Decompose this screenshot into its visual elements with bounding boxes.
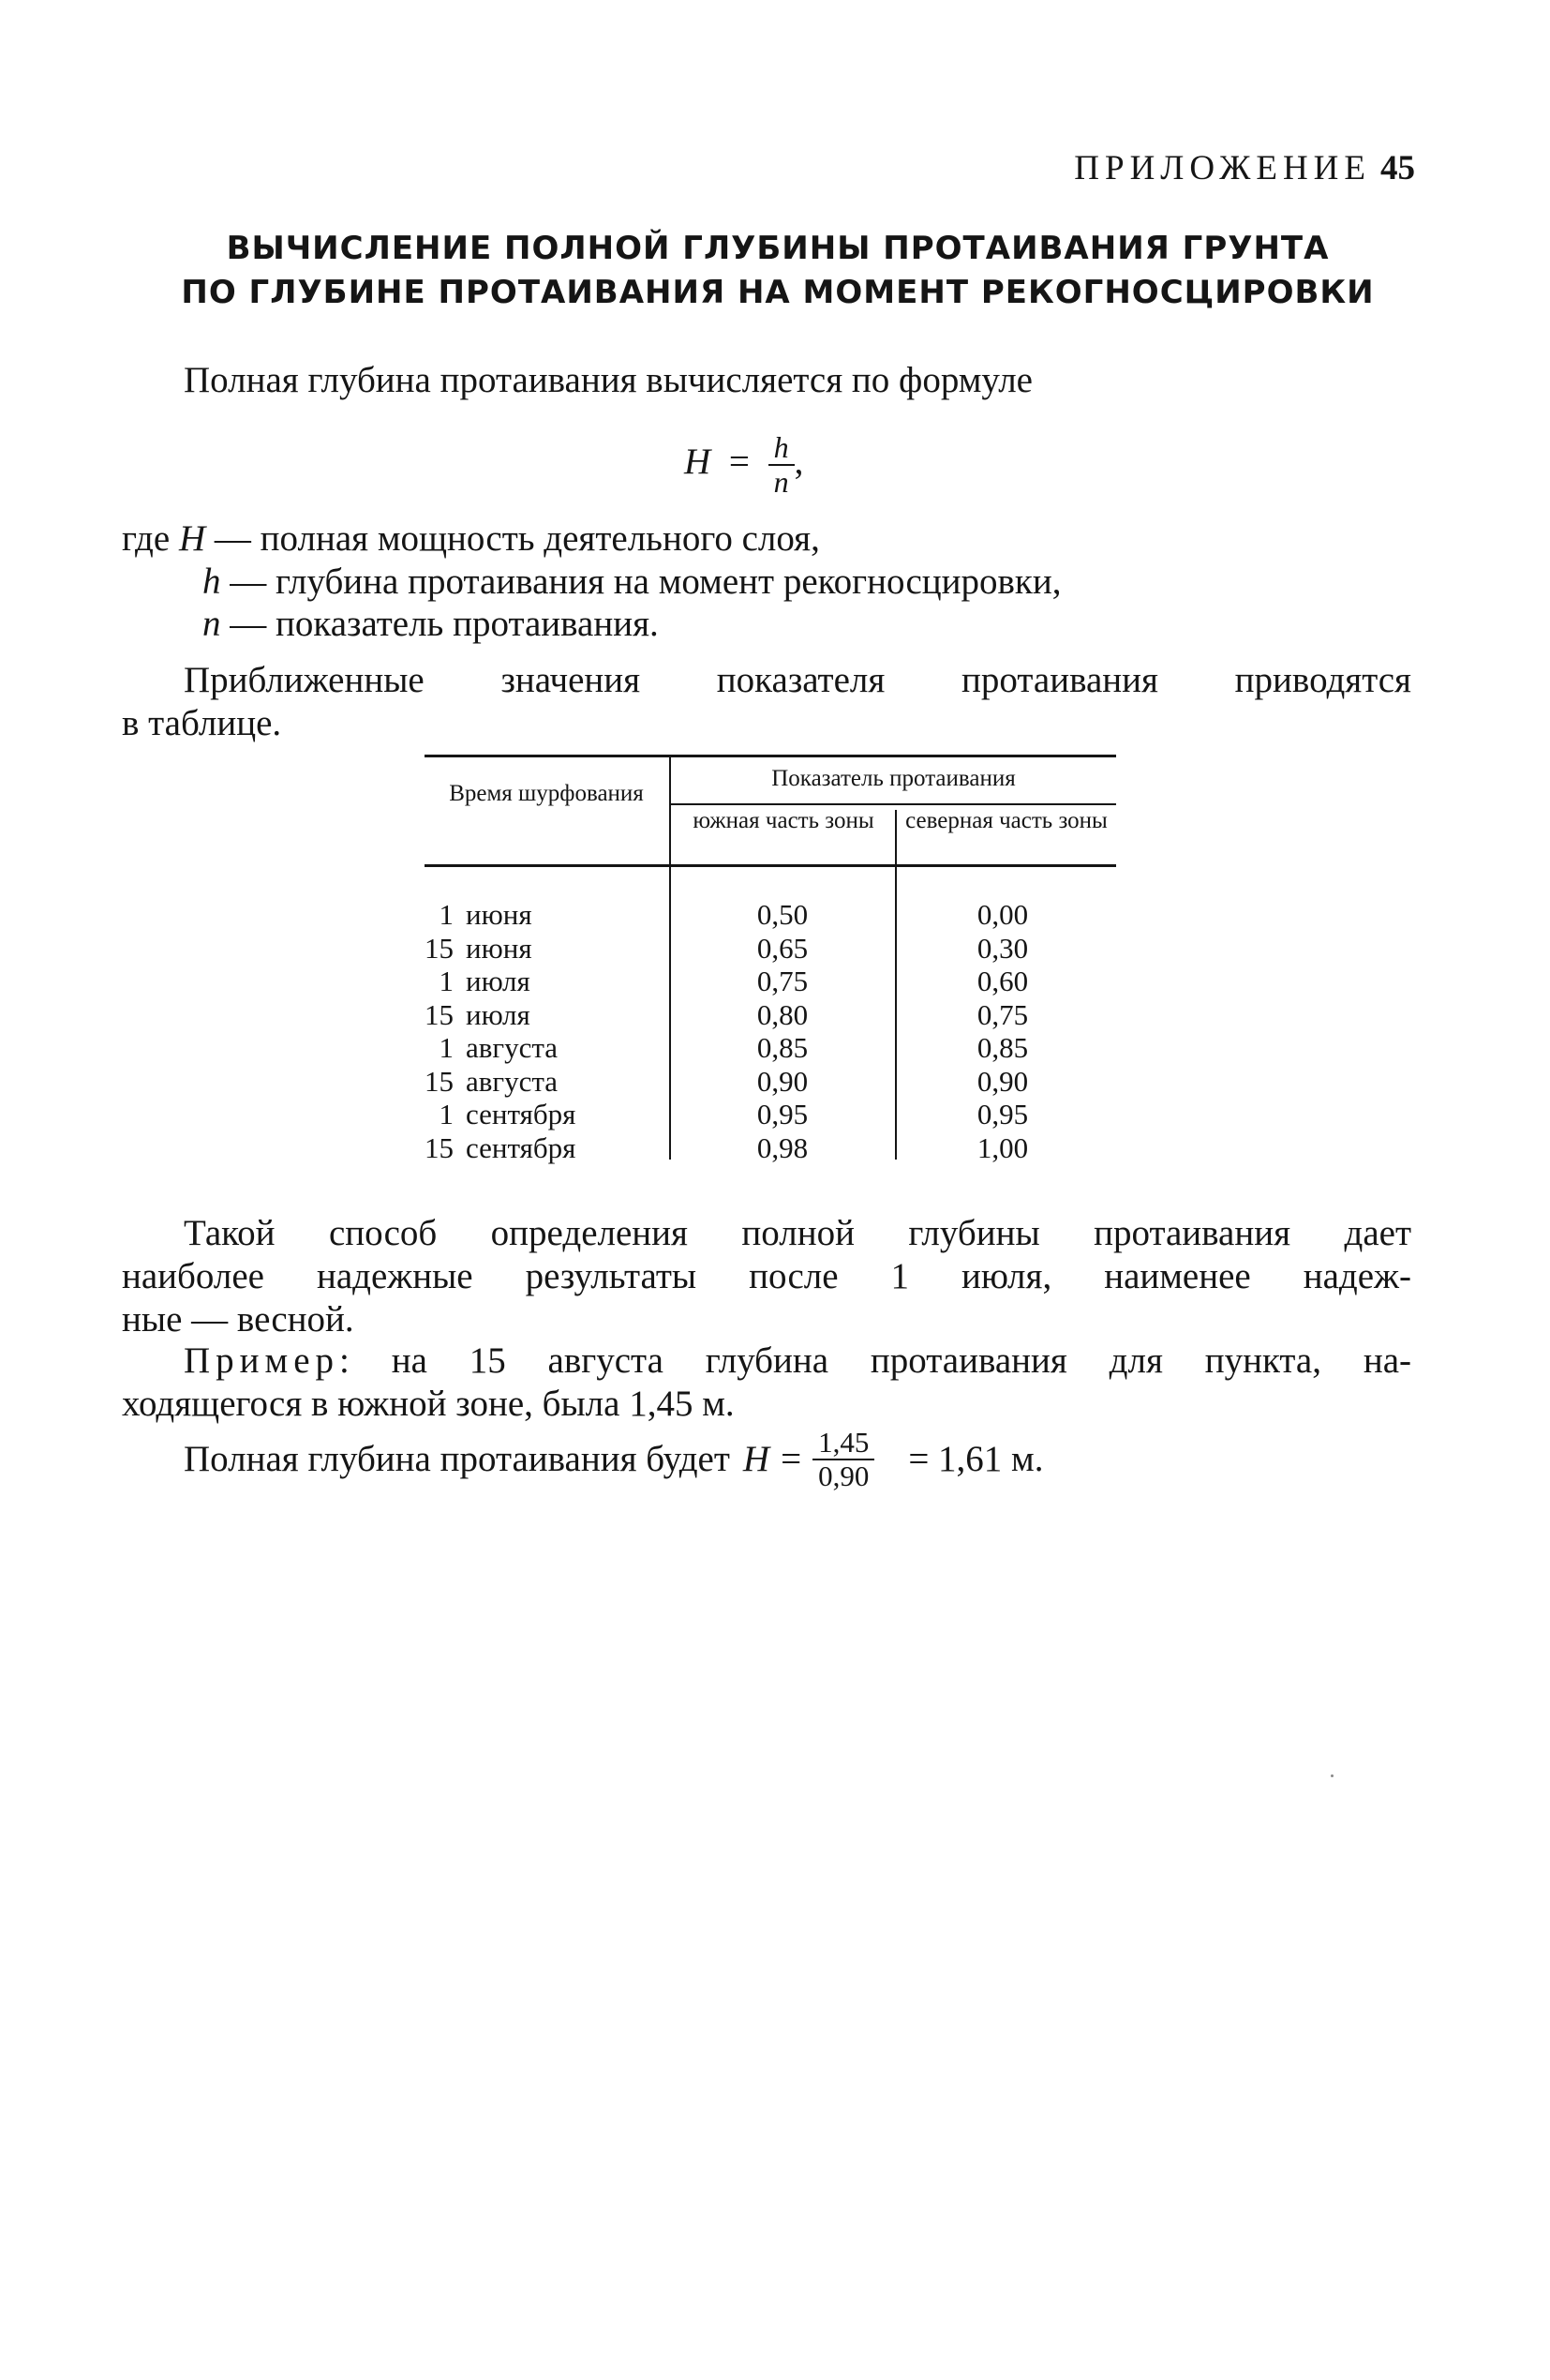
example-text: : на 15 августа глубина протаивания для пункта, на- [339,1340,1411,1381]
header-label: ПРИЛОЖЕНИЕ [1074,149,1371,187]
page-speck [1331,1774,1334,1777]
row-north-value: 0,90 [976,1065,1029,1098]
formula-lhs: H [684,442,711,483]
col-time-header: Время шурфования [449,781,644,806]
table-top-rule [425,755,1116,757]
table-vline-1 [669,755,671,1160]
title-line-2: ПО ГЛУБИНЕ ПРОТАИВАНИЯ НА МОМЕНТ РЕКОГНОСЦИРОВКИ [181,274,1375,311]
table-group-rule [671,803,1116,805]
definition-text: — полная мощность деятельного слоя, [214,518,820,559]
row-month: августа [466,1031,559,1064]
formula-trail: , [794,442,804,483]
table-vline-2 [895,810,897,1160]
formula-denominator: n [773,465,789,500]
result-line [184,1427,1044,1492]
row-south-value: 0,75 [756,965,809,997]
table-intro-line-1: Приближенные значения показателя протаивания приводятся [184,660,1411,700]
formula-fraction [768,431,795,499]
row-south-value: 0,98 [756,1131,809,1164]
intro-sentence: Полная глубина протаивания вычисляется по формуле [184,360,1033,400]
definition-h [202,561,1061,605]
result-fraction [812,1427,874,1492]
row-south-value: 0,65 [756,932,809,965]
row-day: 1 [439,965,454,997]
row-north-value: 0,75 [976,998,1029,1031]
row-day: 15 [425,932,454,965]
running-header [993,148,1415,188]
result-denominator: 0,90 [818,1459,870,1493]
row-south-value: 0,50 [756,898,809,931]
definition-symbol: H [178,518,206,559]
row-day: 15 [425,1131,454,1164]
table-header-rule [425,864,1116,867]
row-north-value: 0,95 [976,1098,1029,1130]
conclusion-line-2: наиболее надежные результаты после 1 июля, наименее надеж- [122,1256,1411,1296]
row-day: 15 [425,998,454,1031]
row-month: августа [466,1065,559,1098]
definition-text: — глубина протаивания на момент рекогносцировки, [230,561,1062,602]
row-day: 1 [439,1098,454,1130]
result-text: Полная глубина протаивания будет [184,1438,730,1479]
result-value: = 1,61 м. [908,1438,1044,1479]
conclusion-line-1: Такой способ определения полной глубины протаивания дает [184,1213,1411,1253]
row-month: июня [466,898,532,931]
result-symbol: H [742,1438,770,1479]
definition-text: — показатель протаивания. [230,604,659,644]
definition-n [202,603,659,647]
page-number: 45 [1380,149,1415,187]
row-day: 1 [439,1031,454,1064]
definition-symbol: n [202,604,221,644]
formula-numerator: h [768,431,795,466]
row-month: июля [466,965,530,997]
row-month: сентября [466,1131,576,1164]
row-north-value: 0,60 [976,965,1029,997]
row-south-value: 0,85 [756,1031,809,1064]
row-north-value: 1,00 [976,1131,1029,1164]
example-label: Пример [184,1340,340,1381]
conclusion-line-3: ные — весной. [122,1299,354,1340]
row-day: 1 [439,898,454,931]
result-numerator: 1,45 [812,1427,874,1460]
row-north-value: 0,00 [976,898,1029,931]
row-month: июня [466,932,532,965]
example-line-1 [184,1340,1411,1384]
row-south-value: 0,80 [756,998,809,1031]
formula [684,431,803,499]
col-south-header: южная часть зоны [693,808,874,833]
col-north-header: северная часть зоны [905,808,1108,833]
table-intro-line-2: в таблице. [122,703,282,743]
row-south-value: 0,90 [756,1065,809,1098]
definition-H [122,517,820,561]
row-north-value: 0,30 [976,932,1029,965]
row-north-value: 0,85 [976,1031,1029,1064]
definition-symbol: h [202,561,221,602]
col-group-header: Показатель протаивания [771,766,1016,791]
row-month: сентября [466,1098,576,1130]
definition-prefix: где [122,518,171,559]
row-month: июля [466,998,530,1031]
row-south-value: 0,95 [756,1098,809,1130]
formula-eq: = [728,442,750,483]
row-day: 15 [425,1065,454,1098]
intro-text [184,359,1233,403]
example-line-2: ходящегося в южной зоне, была 1,45 м. [122,1384,735,1424]
result-eq: = [781,1438,802,1479]
title-line-1: ВЫЧИСЛЕНИЕ ПОЛНОЙ ГЛУБИНЫ ПРОТАИВАНИЯ ГРУНТА [226,230,1330,267]
